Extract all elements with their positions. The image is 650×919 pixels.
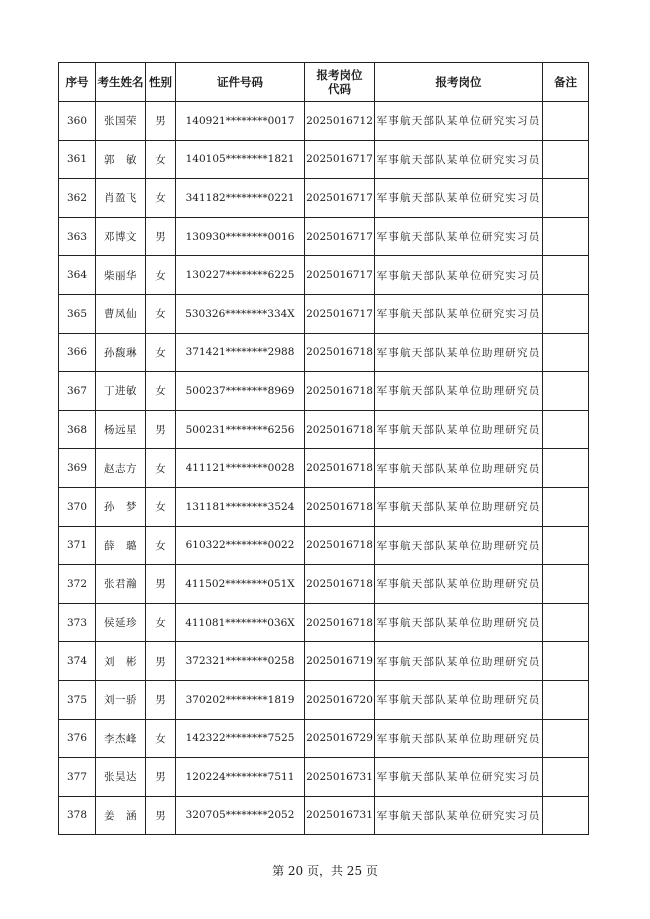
- cell-code: 2025016718: [305, 449, 375, 488]
- cell-code: 2025016729: [305, 719, 375, 758]
- cell-note: [543, 449, 589, 488]
- cell-id: 372321********0258: [176, 642, 305, 681]
- cell-code: 2025016718: [305, 333, 375, 372]
- cell-note: [543, 642, 589, 681]
- cell-name: 杨远星: [96, 410, 146, 449]
- cell-gender: 男: [146, 102, 176, 141]
- cell-job: 军事航天部队某单位研究实习员: [375, 179, 543, 218]
- table-row: [59, 526, 589, 565]
- cell-gender: 男: [146, 410, 176, 449]
- cell-seq: 363: [59, 217, 96, 256]
- cell-seq: 370: [59, 487, 96, 526]
- header-code-line2: 代码: [328, 82, 351, 96]
- cell-seq: 362: [59, 179, 96, 218]
- cell-code: 2025016717: [305, 179, 375, 218]
- cell-code: 2025016718: [305, 565, 375, 604]
- cell-name: 郭 敏: [96, 140, 146, 179]
- cell-gender: 男: [146, 642, 176, 681]
- table-row: [59, 487, 589, 526]
- cell-id: 411081********036X: [176, 603, 305, 642]
- cell-job: 军事航天部队某单位研究实习员: [375, 217, 543, 256]
- cell-note: [543, 603, 589, 642]
- cell-note: [543, 102, 589, 141]
- cell-code: 2025016720: [305, 680, 375, 719]
- cell-code: 2025016719: [305, 642, 375, 681]
- cell-id: 130930********0016: [176, 217, 305, 256]
- table-header: [59, 63, 589, 102]
- cell-job: 军事航天部队某单位助理研究员: [375, 603, 543, 642]
- cell-note: [543, 719, 589, 758]
- cell-name: 姜 涵: [96, 796, 146, 835]
- cell-job: 军事航天部队某单位助理研究员: [375, 333, 543, 372]
- header-row: [59, 63, 589, 102]
- cell-gender: 女: [146, 179, 176, 218]
- table-row: [59, 102, 589, 141]
- cell-job: 军事航天部队某单位助理研究员: [375, 526, 543, 565]
- cell-job: 军事航天部队某单位研究实习员: [375, 796, 543, 835]
- cell-code: 2025016718: [305, 603, 375, 642]
- header-id: 证件号码: [176, 63, 305, 102]
- cell-id: 131181********3524: [176, 487, 305, 526]
- cell-seq: 372: [59, 565, 96, 604]
- header-job: 报考岗位: [375, 63, 543, 102]
- cell-job: 军事航天部队某单位研究实习员: [375, 294, 543, 333]
- cell-note: [543, 372, 589, 411]
- cell-note: [543, 410, 589, 449]
- cell-gender: 女: [146, 256, 176, 295]
- cell-name: 刘 彬: [96, 642, 146, 681]
- cell-code: 2025016731: [305, 758, 375, 797]
- cell-name: 张国荣: [96, 102, 146, 141]
- table-body: [59, 102, 589, 835]
- table-row: [59, 410, 589, 449]
- cell-gender: 女: [146, 487, 176, 526]
- cell-seq: 371: [59, 526, 96, 565]
- cell-job: 军事航天部队某单位助理研究员: [375, 487, 543, 526]
- table-row: [59, 719, 589, 758]
- table-row: [59, 449, 589, 488]
- cell-name: 赵志方: [96, 449, 146, 488]
- cell-job: 军事航天部队某单位研究实习员: [375, 256, 543, 295]
- cell-seq: 377: [59, 758, 96, 797]
- cell-seq: 364: [59, 256, 96, 295]
- cell-name: 张君瀚: [96, 565, 146, 604]
- cell-seq: 369: [59, 449, 96, 488]
- cell-job: 军事航天部队某单位助理研究员: [375, 449, 543, 488]
- cell-gender: 男: [146, 796, 176, 835]
- cell-seq: 368: [59, 410, 96, 449]
- cell-note: [543, 758, 589, 797]
- cell-code: 2025016718: [305, 526, 375, 565]
- cell-name: 薛 璐: [96, 526, 146, 565]
- cell-id: 130227********6225: [176, 256, 305, 295]
- cell-code: 2025016717: [305, 217, 375, 256]
- cell-seq: 360: [59, 102, 96, 141]
- cell-gender: 女: [146, 719, 176, 758]
- cell-code: 2025016712: [305, 102, 375, 141]
- cell-seq: 374: [59, 642, 96, 681]
- cell-gender: 女: [146, 333, 176, 372]
- table-row: [59, 179, 589, 218]
- cell-name: 侯延珍: [96, 603, 146, 642]
- cell-job: 军事航天部队某单位助理研究员: [375, 719, 543, 758]
- candidate-table: [58, 62, 589, 835]
- cell-note: [543, 256, 589, 295]
- cell-gender: 女: [146, 526, 176, 565]
- cell-seq: 366: [59, 333, 96, 372]
- page-footer: 第 20 页，共 25 页: [272, 864, 378, 878]
- cell-id: 140921********0017: [176, 102, 305, 141]
- cell-note: [543, 680, 589, 719]
- cell-id: 142322********7525: [176, 719, 305, 758]
- cell-job: 军事航天部队某单位研究实习员: [375, 758, 543, 797]
- cell-note: [543, 333, 589, 372]
- cell-code: 2025016731: [305, 796, 375, 835]
- cell-gender: 男: [146, 680, 176, 719]
- cell-code: 2025016717: [305, 294, 375, 333]
- table-row: [59, 217, 589, 256]
- cell-note: [543, 487, 589, 526]
- cell-code: 2025016717: [305, 140, 375, 179]
- cell-name: 邓博文: [96, 217, 146, 256]
- header-gender: 性别: [146, 63, 176, 102]
- table-row: [59, 333, 589, 372]
- table-row: [59, 372, 589, 411]
- cell-name: 孙 梦: [96, 487, 146, 526]
- cell-gender: 女: [146, 603, 176, 642]
- cell-note: [543, 294, 589, 333]
- cell-id: 320705********2052: [176, 796, 305, 835]
- table-row: [59, 294, 589, 333]
- cell-code: 2025016718: [305, 410, 375, 449]
- table-row: [59, 758, 589, 797]
- cell-seq: 361: [59, 140, 96, 179]
- table-row: [59, 140, 589, 179]
- cell-id: 610322********0022: [176, 526, 305, 565]
- cell-job: 军事航天部队某单位助理研究员: [375, 372, 543, 411]
- cell-job: 军事航天部队某单位助理研究员: [375, 680, 543, 719]
- cell-job: 军事航天部队某单位助理研究员: [375, 410, 543, 449]
- cell-id: 120224********7511: [176, 758, 305, 797]
- cell-note: [543, 565, 589, 604]
- cell-code: 2025016718: [305, 372, 375, 411]
- cell-seq: 376: [59, 719, 96, 758]
- cell-name: 曹凤仙: [96, 294, 146, 333]
- cell-job: 军事航天部队某单位助理研究员: [375, 565, 543, 604]
- cell-name: 张昊达: [96, 758, 146, 797]
- cell-name: 孙馥琳: [96, 333, 146, 372]
- cell-gender: 男: [146, 565, 176, 604]
- cell-seq: 378: [59, 796, 96, 835]
- cell-id: 411502********051X: [176, 565, 305, 604]
- cell-id: 371421********2988: [176, 333, 305, 372]
- cell-name: 柴丽华: [96, 256, 146, 295]
- header-name: 考生姓名: [96, 63, 146, 102]
- table-row: [59, 796, 589, 835]
- cell-gender: 女: [146, 449, 176, 488]
- cell-name: 刘一骄: [96, 680, 146, 719]
- cell-id: 411121********0028: [176, 449, 305, 488]
- cell-seq: 375: [59, 680, 96, 719]
- header-code: [305, 63, 375, 102]
- header-code-line1: 报考岗位: [316, 68, 363, 82]
- cell-name: 李杰峰: [96, 719, 146, 758]
- cell-name: 丁进敏: [96, 372, 146, 411]
- cell-seq: 365: [59, 294, 96, 333]
- cell-id: 500237********8969: [176, 372, 305, 411]
- cell-id: 500231********6256: [176, 410, 305, 449]
- table-row: [59, 603, 589, 642]
- table-row: [59, 565, 589, 604]
- cell-job: 军事航天部队某单位研究实习员: [375, 102, 543, 141]
- cell-note: [543, 796, 589, 835]
- cell-id: 370202********1819: [176, 680, 305, 719]
- cell-gender: 女: [146, 372, 176, 411]
- cell-seq: 373: [59, 603, 96, 642]
- table-row: [59, 256, 589, 295]
- cell-gender: 女: [146, 140, 176, 179]
- cell-job: 军事航天部队某单位助理研究员: [375, 642, 543, 681]
- cell-id: 341182********0221: [176, 179, 305, 218]
- cell-note: [543, 179, 589, 218]
- cell-seq: 367: [59, 372, 96, 411]
- cell-id: 530326********334X: [176, 294, 305, 333]
- cell-job: 军事航天部队某单位研究实习员: [375, 140, 543, 179]
- table-row: [59, 680, 589, 719]
- cell-note: [543, 140, 589, 179]
- cell-id: 140105********1821: [176, 140, 305, 179]
- header-seq: 序号: [59, 63, 96, 102]
- cell-note: [543, 217, 589, 256]
- cell-gender: 男: [146, 217, 176, 256]
- table-row: [59, 642, 589, 681]
- cell-code: 2025016718: [305, 487, 375, 526]
- cell-code: 2025016717: [305, 256, 375, 295]
- header-note: 备注: [543, 63, 589, 102]
- cell-note: [543, 526, 589, 565]
- cell-gender: 女: [146, 294, 176, 333]
- cell-gender: 男: [146, 758, 176, 797]
- cell-name: 肖盈飞: [96, 179, 146, 218]
